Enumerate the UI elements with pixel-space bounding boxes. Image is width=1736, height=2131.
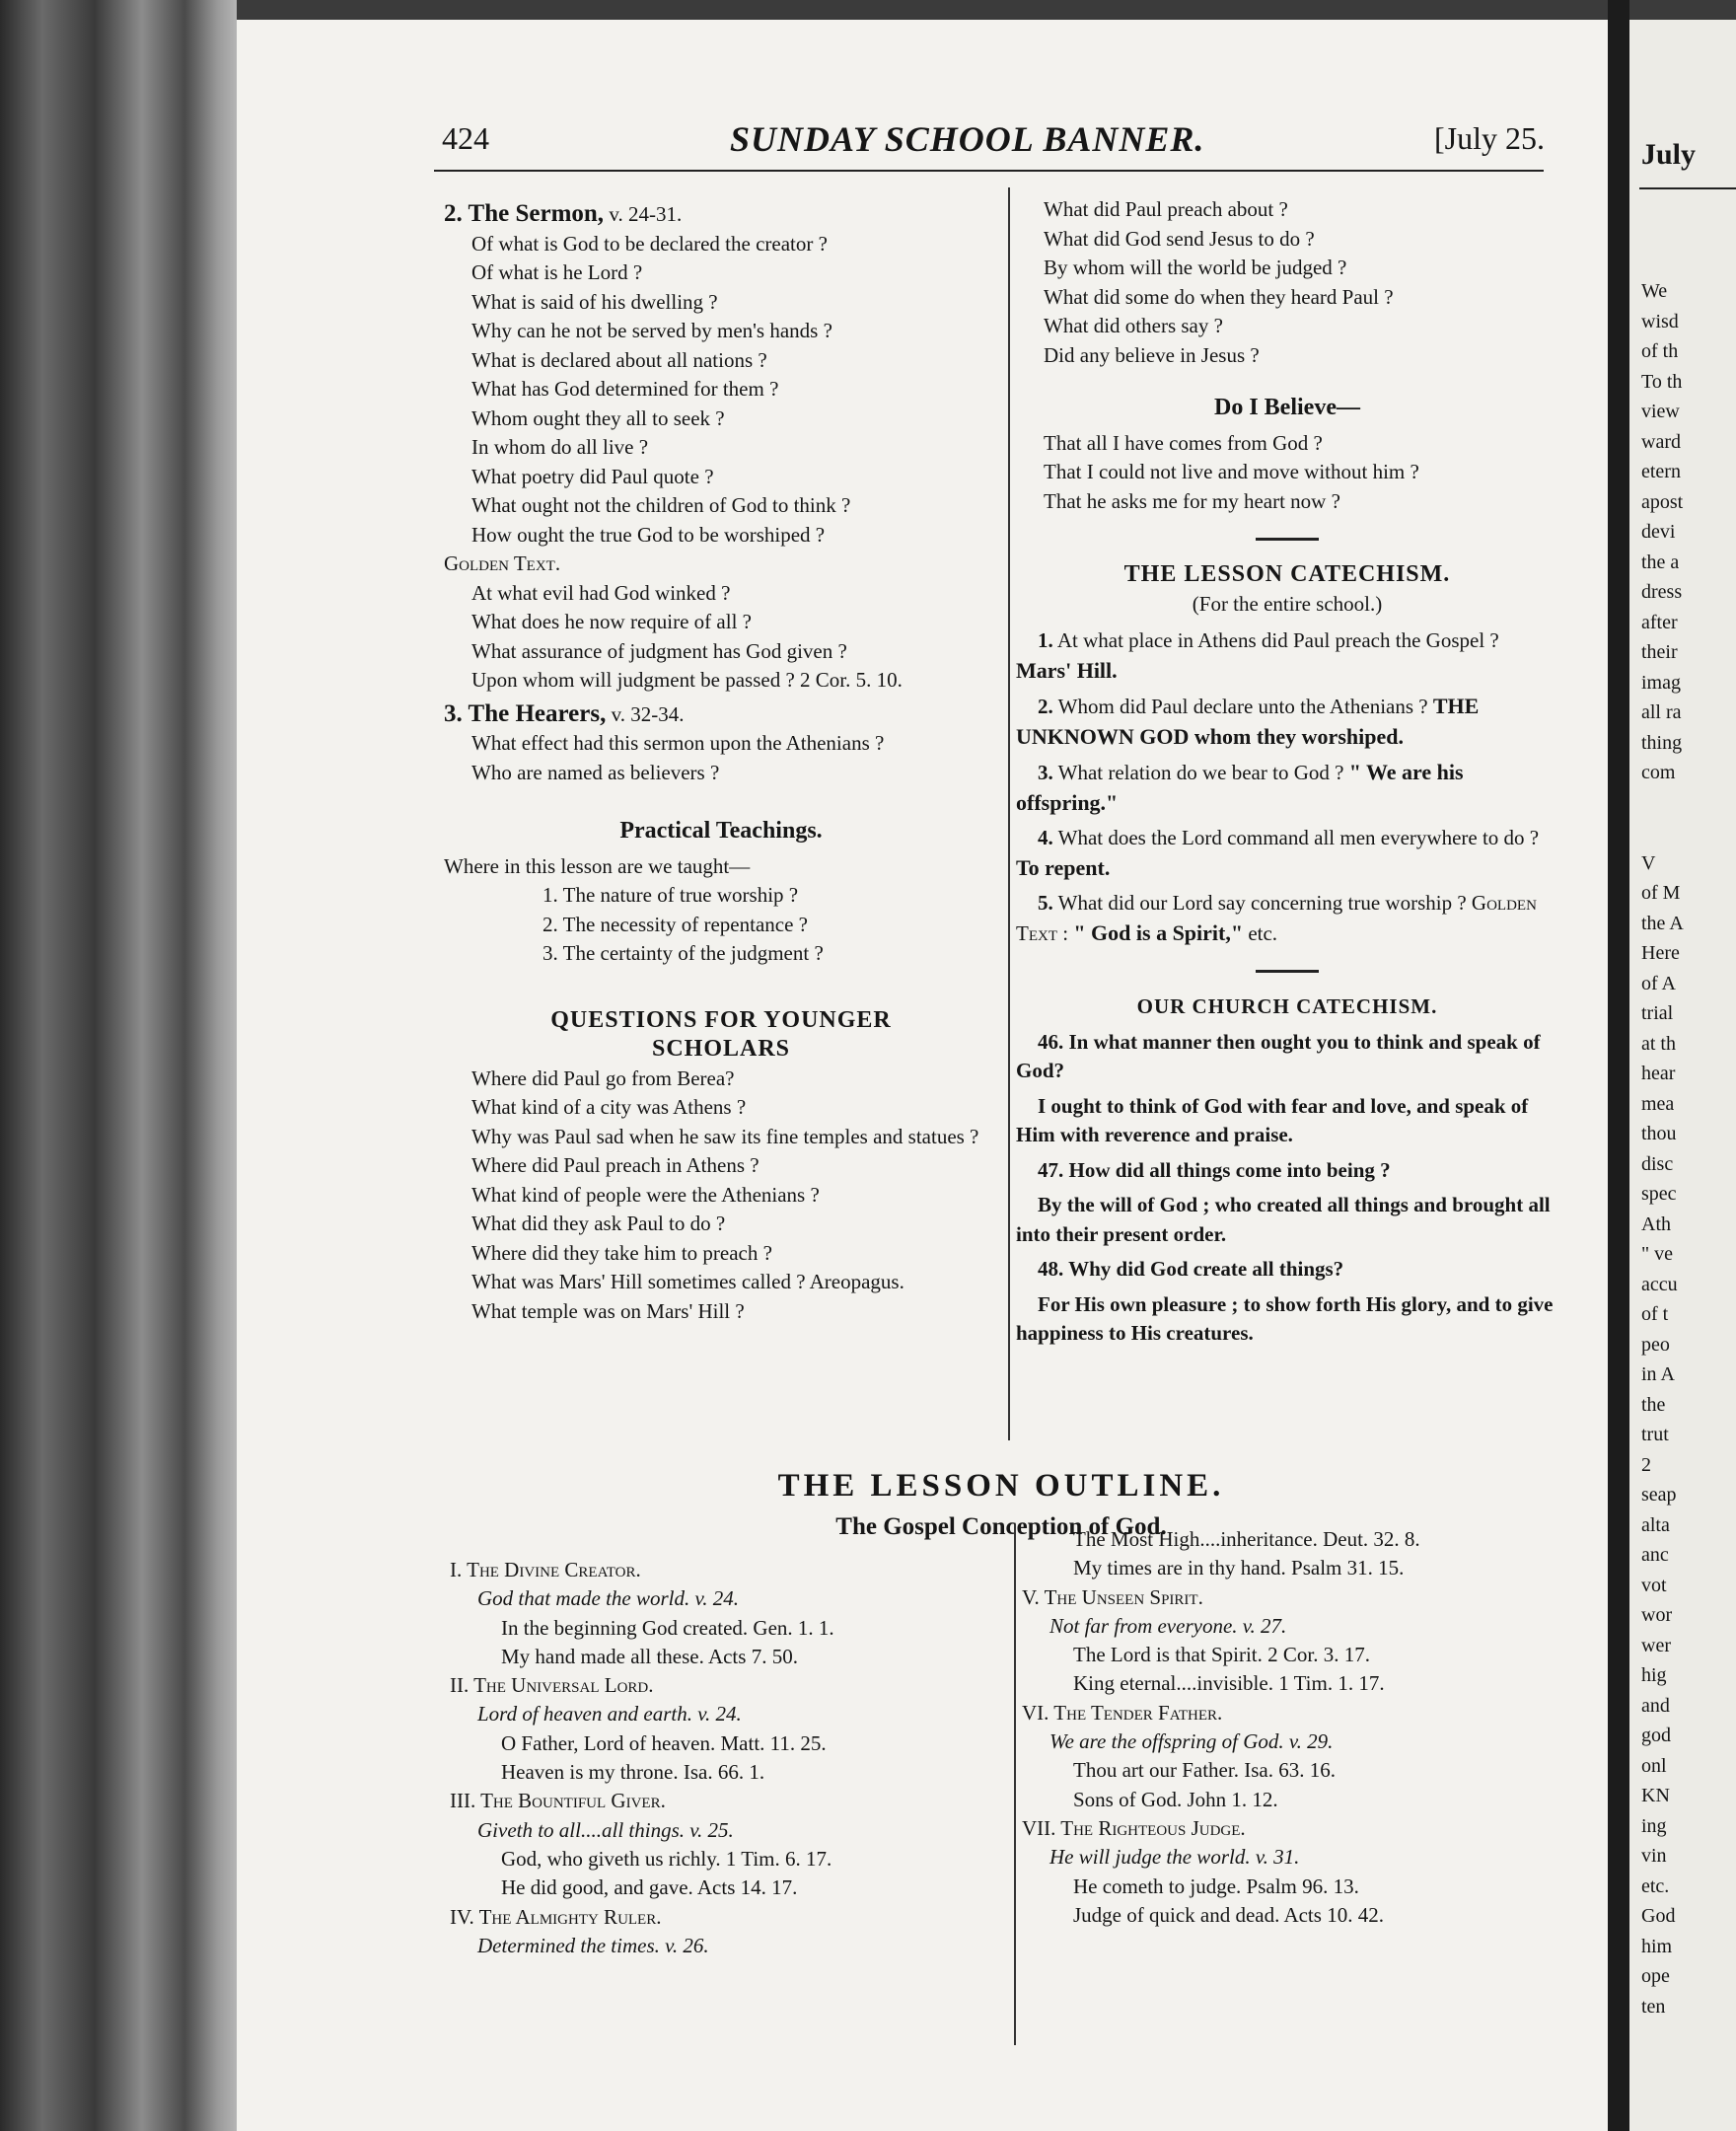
lesson-catechism-list <box>1016 626 1558 948</box>
believe-list <box>1016 429 1558 517</box>
fragment-line: imag <box>1641 671 1681 694</box>
question-item: Where did they take him to preach ? <box>471 1240 772 1265</box>
question-item: What kind of a city was Athens ? <box>471 1095 747 1119</box>
lesson-catechism-title: THE LESSON CATECHISM. <box>1123 561 1451 587</box>
divider-rule <box>1256 538 1319 541</box>
fragment-line: vin <box>1641 1845 1667 1867</box>
catechism-tail: etc. <box>1248 920 1278 945</box>
outline-divider <box>1014 1524 1016 2045</box>
question-item: Who are named as believers ? <box>471 760 720 784</box>
question-item: What is declared about all nations ? <box>471 347 767 372</box>
younger-title-2: SCHOLARS <box>651 1036 791 1062</box>
catechism-answer: THE UNKNOWN GOD whom they worshiped. <box>1016 694 1480 749</box>
fragment-line: their <box>1641 641 1678 663</box>
fragment-line: of A <box>1641 972 1676 994</box>
fragment-line: hear <box>1641 1063 1676 1084</box>
page-title: SUNDAY SCHOOL BANNER. <box>730 119 1205 159</box>
fragment-line: KN <box>1641 1785 1670 1806</box>
catechism-question: What did our Lord say concerning true worship ? <box>1057 891 1467 915</box>
golden-text-label: Golden Text. <box>444 551 561 575</box>
church-question: 47. How did all things come into being ? <box>1038 1157 1391 1182</box>
question-item: What poetry did Paul quote ? <box>471 464 714 488</box>
fragment-line: wer <box>1641 1634 1671 1656</box>
outline-reference: My times are in thy hand. Psalm 31. 15. <box>1073 1556 1405 1580</box>
fragment-line: vot <box>1641 1574 1667 1596</box>
outline-reference: Heaven is my throne. Isa. 66. 1. <box>501 1760 765 1785</box>
outline-heading: VII. The Righteous Judge. <box>1022 1815 1246 1840</box>
catechism-question: At what place in Athens did Paul preach the Gospel ? <box>1056 628 1499 652</box>
outline-text: He will judge the world. v. 31. <box>1049 1845 1300 1870</box>
outline-heading: I. The Divine Creator. <box>450 1558 641 1581</box>
catechism-item <box>1016 692 1558 752</box>
fragment-line: hig <box>1641 1664 1667 1686</box>
catechism-number: 3. <box>1038 761 1053 784</box>
younger-questions <box>444 1065 998 1327</box>
fragment-line: God <box>1641 1905 1676 1927</box>
fragment-line: thou <box>1641 1123 1677 1144</box>
fragment-line: at th <box>1641 1032 1676 1055</box>
church-answer: For His own pleasure ; to show forth His glory, and to give happiness to His creatures. <box>1016 1291 1554 1345</box>
outline-reference: Sons of God. John 1. 12. <box>1073 1787 1278 1811</box>
lesson-catechism-subtitle: (For the entire school.) <box>1192 591 1383 616</box>
fragment-line: etc. <box>1641 1874 1670 1897</box>
question-item: Why can he not be served by men's hands ? <box>471 319 832 342</box>
page-number: 424 <box>442 120 489 156</box>
believe-title: Do I Believe— <box>1214 395 1360 420</box>
fragment-line: after <box>1641 611 1678 633</box>
fragment-line: peo <box>1641 1333 1670 1356</box>
hearers-title: 3. The Hearers, <box>444 699 607 727</box>
church-answer: I ought to think of God with fear and love, and speak of Him with reverence and praise. <box>1016 1093 1529 1146</box>
right-column <box>1016 195 1558 1349</box>
fragment-line: alta <box>1641 1513 1670 1536</box>
catechism-question: What does the Lord command all men everywhere to do ? <box>1057 826 1540 849</box>
outline-text: Not far from everyone. v. 27. <box>1049 1613 1287 1638</box>
hearers-heading <box>444 699 998 730</box>
outline-reference: The Most High....inheritance. Deut. 32. 8. <box>1073 1527 1420 1551</box>
question-item: Why was Paul sad when he saw its fine temples and statues ? <box>471 1124 979 1148</box>
outline-reference: Judge of quick and dead. Acts 10. 42. <box>1073 1902 1384 1927</box>
hearers-questions <box>444 729 998 787</box>
catechism-question: What relation do we bear to God ? <box>1057 761 1344 784</box>
catechism-number: 1. <box>1038 628 1053 652</box>
fragment-line: the <box>1641 1393 1666 1416</box>
practical-title: Practical Teachings. <box>619 818 823 844</box>
outline-reference: God, who giveth us richly. 1 Tim. 6. 17. <box>501 1846 832 1871</box>
next-page-rule <box>1639 187 1736 189</box>
page-date: [July 25. <box>1434 120 1545 156</box>
outline-heading: V. The Unseen Spirit. <box>1022 1584 1203 1609</box>
sermon-heading <box>444 199 998 230</box>
list-item: That all I have comes from God ? <box>1044 430 1323 455</box>
outline-text: Lord of heaven and earth. v. 24. <box>477 1702 742 1727</box>
fragment-line: of th <box>1641 340 1679 362</box>
next-page-fragment <box>1629 20 1736 2131</box>
fragment-line: Ath <box>1641 1212 1671 1235</box>
outline-heading: VI. The Tender Father. <box>1022 1700 1223 1725</box>
catechism-answer: To repent. <box>1016 854 1111 880</box>
catechism-item <box>1016 626 1558 686</box>
fragment-line: devi <box>1641 521 1676 543</box>
fragment-line: ing <box>1641 1814 1667 1837</box>
fragment-line: ope <box>1641 1965 1670 1987</box>
left-column <box>444 199 998 1326</box>
list-item: 3. The certainty of the judgment ? <box>542 941 824 965</box>
fragment-line: ward <box>1641 430 1681 453</box>
outline-reference: He cometh to judge. Psalm 96. 13. <box>1073 1874 1359 1898</box>
outline-text: God that made the world. v. 24. <box>477 1586 740 1611</box>
catechism-number: 2. <box>1038 695 1053 718</box>
outline-reference: He did good, and gave. Acts 14. 17. <box>501 1875 798 1900</box>
outline-right <box>1022 1525 1574 1930</box>
question-item: What has God determined for them ? <box>471 377 779 401</box>
catechism-item <box>1016 889 1558 948</box>
question-item: Of what is God to be declared the creator ? <box>471 231 828 256</box>
fragment-line: the A <box>1641 912 1684 934</box>
question-item: What assurance of judgment has God given ? <box>471 638 847 663</box>
outline-heading: II. The Universal Lord. <box>450 1673 654 1698</box>
outline-reference: O Father, Lord of heaven. Matt. 11. 25. <box>501 1730 827 1755</box>
question-item: What did others say ? <box>1044 314 1223 337</box>
fragment-line: " ve <box>1641 1243 1674 1265</box>
question-item: Where did Paul preach in Athens ? <box>471 1153 760 1177</box>
question-item: What did some do when they heard Paul ? <box>1044 284 1394 309</box>
fragment-line: trut <box>1641 1424 1669 1445</box>
fragment-line: To th <box>1641 370 1683 393</box>
catechism-number: 4. <box>1038 826 1053 849</box>
fragment-line: V <box>1641 851 1656 874</box>
header-rule <box>434 170 1544 172</box>
outline-text: Giveth to all....all things. v. 25. <box>477 1817 734 1842</box>
fragment-line: Here <box>1641 942 1680 964</box>
fragment-line: mea <box>1641 1092 1675 1115</box>
fragment-line: in A <box>1641 1363 1675 1385</box>
fragment-line: wisd <box>1641 310 1679 332</box>
catechism-number: 5. <box>1038 891 1053 915</box>
outline-left <box>450 1556 1002 1960</box>
question-item: By whom will the world be judged ? <box>1044 256 1347 279</box>
sermon-questions <box>444 230 998 551</box>
question-item: What temple was on Mars' Hill ? <box>471 1298 745 1323</box>
fragment-line: the a <box>1641 551 1680 573</box>
church-question: 46. In what manner then ought you to think and speak of God? <box>1016 1029 1541 1082</box>
outline-text: We are the offspring of God. v. 29. <box>1049 1729 1334 1754</box>
fragment-line: him <box>1641 1935 1673 1957</box>
fragment-line: ten <box>1641 1995 1666 2018</box>
outline-heading: IV. The Almighty Ruler. <box>450 1904 662 1929</box>
outline-heading: III. The Bountiful Giver. <box>450 1789 666 1813</box>
catechism-answer: " God is a Spirit," <box>1073 919 1244 945</box>
fragment-line: of t <box>1641 1303 1669 1325</box>
catechism-question: Whom did Paul declare unto the Athenians ? <box>1057 695 1428 718</box>
next-page-text <box>1641 276 1684 2021</box>
fragment-line: view <box>1641 401 1680 422</box>
outline-reference: The Lord is that Spirit. 2 Cor. 3. 17. <box>1073 1643 1370 1667</box>
fragment-line: wor <box>1641 1604 1673 1626</box>
question-item: What ought not the children of God to think ? <box>471 493 851 517</box>
church-catechism-list <box>1016 1028 1558 1349</box>
outline-reference: In the beginning God created. Gen. 1. 1. <box>501 1615 834 1640</box>
question-item: What did they ask Paul to do ? <box>471 1212 726 1235</box>
fragment-line: We <box>1641 280 1668 302</box>
fragment-line: apost <box>1641 490 1684 513</box>
question-item: What kind of people were the Athenians ? <box>471 1182 820 1207</box>
question-item: What did God send Jesus to do ? <box>1044 226 1315 251</box>
right-questions <box>1016 195 1558 370</box>
fragment-line: accu <box>1641 1273 1678 1295</box>
fragment-line <box>1641 818 1684 848</box>
question-item: Did any believe in Jesus ? <box>1044 342 1260 367</box>
catechism-answer: " We are his offspring." <box>1016 760 1464 815</box>
question-item: Upon whom will judgment be passed ? 2 Cor. 5. 10. <box>471 668 903 692</box>
question-item: What does he now require of all ? <box>471 610 752 633</box>
list-item: 2. The necessity of repentance ? <box>542 912 808 936</box>
list-item: That I could not live and move without him ? <box>1044 460 1419 483</box>
catechism-item <box>1016 758 1558 818</box>
question-item: Whom ought they all to seek ? <box>471 405 725 430</box>
fragment-line: trial <box>1641 1002 1674 1024</box>
next-page-header: July <box>1641 138 1697 171</box>
church-catechism-title: OUR CHURCH CATECHISM. <box>1136 994 1438 1018</box>
question-item: How ought the true God to be worshiped ? <box>471 522 826 547</box>
catechism-item <box>1016 824 1558 883</box>
sermon-questions-2 <box>444 579 998 696</box>
fragment-line: spec <box>1641 1183 1677 1205</box>
fragment-line: dress <box>1641 581 1683 603</box>
outline-reference: Thou art our Father. Isa. 63. 16. <box>1073 1758 1336 1783</box>
outline-subtitle: The Gospel Conception of God. <box>835 1513 1167 1540</box>
question-item: What was Mars' Hill sometimes called ? Areopagus. <box>471 1270 904 1293</box>
page-header <box>434 118 1549 168</box>
fragment-line: com <box>1641 762 1676 783</box>
sermon-verses: v. 24-31. <box>609 202 683 226</box>
page-gutter <box>1608 0 1629 2131</box>
younger-title-1: QUESTIONS FOR YOUNGER <box>550 1006 892 1033</box>
outline-reference: King eternal....invisible. 1 Tim. 1. 17. <box>1073 1671 1385 1696</box>
fragment-line: and <box>1641 1694 1670 1717</box>
fragment-line: 2 <box>1641 1453 1651 1476</box>
practical-list <box>444 881 998 969</box>
fragment-line: thing <box>1641 731 1683 754</box>
outline-text: Determined the times. v. 26. <box>477 1933 709 1957</box>
fragment-line: onl <box>1641 1754 1667 1777</box>
fragment-line <box>1641 788 1684 819</box>
fragment-line: of M <box>1641 882 1681 904</box>
outline-title: THE LESSON OUTLINE. <box>777 1468 1225 1504</box>
fragment-line: all ra <box>1641 701 1682 723</box>
list-item: 1. The nature of true worship ? <box>542 883 799 907</box>
list-item: That he asks me for my heart now ? <box>1044 488 1340 513</box>
catechism-answer: Mars' Hill. <box>1016 657 1118 683</box>
fragment-line: anc <box>1641 1544 1669 1566</box>
fragment-line: god <box>1641 1725 1671 1746</box>
church-question: 48. Why did God create all things? <box>1038 1257 1344 1281</box>
fragment-line: seap <box>1641 1484 1677 1506</box>
question-item: In whom do all live ? <box>471 435 649 459</box>
question-item: What effect had this sermon upon the Athenians ? <box>471 731 885 755</box>
question-item: What is said of his dwelling ? <box>471 289 718 314</box>
outline-reference: My hand made all these. Acts 7. 50. <box>501 1644 798 1668</box>
golden-text-label: Golden Text : <box>1016 891 1537 945</box>
fragment-line: disc <box>1641 1152 1674 1175</box>
question-item: At what evil had God winked ? <box>471 580 731 605</box>
hearers-verses: v. 32-34. <box>611 701 685 726</box>
question-item: What did Paul preach about ? <box>1044 197 1288 221</box>
column-divider <box>1008 187 1010 1440</box>
question-item: Of what is he Lord ? <box>471 260 643 284</box>
sermon-title: 2. The Sermon, <box>444 200 605 227</box>
church-answer: By the will of God ; who created all things and brought all into their present order. <box>1016 1193 1551 1246</box>
fragment-line: etern <box>1641 461 1681 482</box>
practical-intro: Where in this lesson are we taught— <box>444 853 751 878</box>
question-item: Where did Paul go from Berea? <box>471 1066 735 1090</box>
book-edge <box>0 0 237 2131</box>
divider-rule <box>1256 970 1319 973</box>
